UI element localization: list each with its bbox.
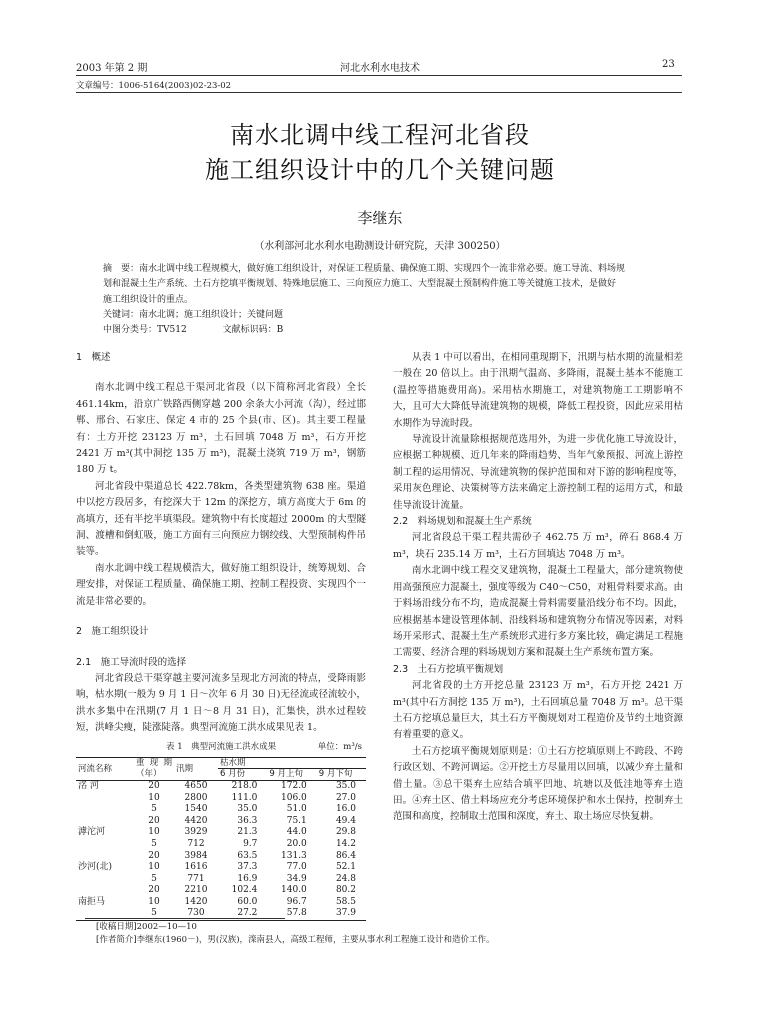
right-column <box>393 350 683 826</box>
table-cell: 5 <box>151 908 157 919</box>
journal-issue: 2003 年第 2 期 <box>76 63 148 74</box>
table-cell <box>76 816 134 828</box>
table-cell <box>76 804 134 816</box>
table-cell: 沙河(北) <box>78 862 113 873</box>
classification: 中图分类号：TV512 文献标识码：B <box>103 325 284 336</box>
footnotes <box>96 921 696 947</box>
table-cell: 57.8 <box>286 908 307 919</box>
table-cell: 36.3 <box>237 815 258 826</box>
th-flood: 汛期 <box>176 763 194 774</box>
table-row <box>76 839 366 851</box>
table-cell: 20.0 <box>286 838 307 849</box>
abstract-line: 施工组织设计的重点。 <box>103 294 194 305</box>
paragraph: 从表 1 中可以看出，在相同重现期下，汛期与枯水期的流量相差一般在 20 倍以上。由于汛期气温高、多降雨，混凝土基本不能施工(温控等措施费用高)。采用枯水期施工，对建筑物施工工期影响不大，且可大大降低导流建筑物的规模，降低工程投资，因此应采用枯水期作为导流时段。 <box>393 352 683 429</box>
table-row <box>76 827 366 839</box>
table-cell: 51.0 <box>286 804 307 815</box>
table-cell: 20 <box>148 815 160 826</box>
header-rule-2 <box>76 92 682 93</box>
table-cell: 9.7 <box>243 838 258 849</box>
table-cell: 10 <box>148 862 160 873</box>
table-cell: 35.0 <box>237 804 258 815</box>
table-row <box>76 780 366 792</box>
table-cell: 712 <box>187 838 205 849</box>
table-cell: 77.0 <box>286 862 307 873</box>
table-cell: 4650 <box>184 780 208 791</box>
table-cell: 34.9 <box>286 873 307 884</box>
table-row <box>76 885 366 897</box>
table-cell: 35.0 <box>335 780 356 791</box>
table-row <box>76 862 366 874</box>
table-cell: 10 <box>148 792 160 803</box>
header-rule <box>76 75 682 76</box>
table-row <box>76 874 366 886</box>
table-cell: 14.2 <box>335 838 356 849</box>
table-cell: 102.4 <box>231 885 258 896</box>
table-cell <box>76 885 134 897</box>
flood-table <box>76 757 366 921</box>
paragraph: 南水北调中线工程规模浩大，做好施工组织设计，统筹规划、合理安排，对保证工程质量、确保施工期、控制工程投资、实现四个一流是非常必要的。 <box>76 562 366 607</box>
table-cell: 2210 <box>184 885 208 896</box>
table-body <box>76 780 366 920</box>
table-row <box>76 793 366 805</box>
table-cell: 5 <box>151 873 157 884</box>
table-cell: 218.0 <box>231 780 258 791</box>
th-period: 重现期（年） <box>136 758 172 779</box>
th-dry: 枯水期 <box>218 757 366 769</box>
table-cell: 10 <box>148 827 160 838</box>
subsection-heading: 2.2 料场规划和混凝土生产系统 <box>393 516 532 528</box>
table-cell: 3984 <box>184 850 208 861</box>
th-sep2: 9 月下旬 <box>318 769 353 780</box>
table-caption: 表 1 典型河流施工洪水成果 <box>166 741 277 752</box>
abstract <box>103 262 663 338</box>
table-cell: 75.1 <box>286 815 307 826</box>
table-cell: 21.3 <box>237 827 258 838</box>
abstract-line: 摘 要：南水北调中线工程规模大，做好施工组织设计，对保证工程质量、确保施工期、实现四个一流非常必要。施工导流、料场规 <box>103 264 626 274</box>
affiliation: （水利部河北水利水电勘测设计研究院，天津 300250） <box>254 241 506 252</box>
table-cell: 80.2 <box>335 885 356 896</box>
section-heading: 2 施工组织设计 <box>76 626 149 638</box>
table-cell <box>76 793 134 805</box>
table-cell: 63.5 <box>237 850 258 861</box>
th-sep1: 9 月上旬 <box>269 769 304 780</box>
table-cell: 106.0 <box>281 792 307 803</box>
footnote-author: [作者简介]李继东(1960－)，男(汉族)，滦南县人，高级工程师，主要从事水利工程施工设计和造价工作。 <box>96 935 495 945</box>
left-column <box>76 350 366 921</box>
table-row <box>76 804 366 816</box>
table-cell: 29.8 <box>335 827 356 838</box>
table-cell: 131.3 <box>281 850 307 861</box>
paragraph: 土石方挖填平衡规划原则是：①土石方挖填原则上不跨段、不跨行政区划、不跨河调运。②开挖土方尽量用以回填，以减少弃土量和借土量。③总干渠弃土应结合填平凹地、坑塘以及低洼地等弃土造田。④弃土区、借土料场应充分考虑环境保护和水土保持，控制弃土范围和高度，控制取土范围和深度，弃土、取土场应尽快复耕。 <box>393 745 683 823</box>
paragraph: 南水北调中线工程交叉建筑物，混凝土工程量大，部分建筑物使用高强预应力混凝土，强度等级为 C40～C50，对粗骨料要求高。由于料场沿线分布不均，造成混凝土骨料需要量沿线分布不均。因此，应根据基本建设管理体制、沿线料场和建筑物分布情况等因素，对料场开采形式、混凝土生产系统形式进行多方案比较，确定满足工程施工需要、经济合理的料场规划方案和混凝土生产系统布置方案。 <box>393 565 683 659</box>
table-cell: 86.4 <box>335 850 356 861</box>
table-cell: 16.9 <box>237 873 258 884</box>
table-cell: 37.3 <box>237 862 258 873</box>
title-line-2: 施工组织设计中的几个关键问题 <box>205 156 555 184</box>
table-cell: 1420 <box>184 896 208 907</box>
footnote-received: [收稿日期]2002—10—10 <box>96 922 197 932</box>
table-cell <box>76 874 134 886</box>
table-cell: 172.0 <box>281 780 307 791</box>
table-cell: 52.1 <box>335 862 356 873</box>
table-cell: 27.2 <box>237 908 258 919</box>
table-row <box>76 851 366 863</box>
title-line-1: 南水北调中线工程河北省段 <box>230 121 530 149</box>
table-cell: 24.8 <box>335 873 356 884</box>
table-cell: 60.0 <box>237 896 258 907</box>
table-cell: 730 <box>187 908 205 919</box>
table-row <box>76 897 366 909</box>
journal-name: 河北水利水电技术 <box>340 63 420 74</box>
table-cell: 37.9 <box>335 908 356 919</box>
table-cell: 5 <box>151 838 157 849</box>
paragraph: 河北省段中渠道总长 422.78km，各类型建筑物 638 座。渠道中以挖方段居多，有挖深大于 12m 的深挖方，填方高度大于 6m 的高填方，还有半挖半填渠段。建筑物中有长度超过 2000m 的大型隧洞、渡槽和倒虹吸，施工方面有三向预应力钢绞线、大型预制构件吊装等。 <box>76 480 366 558</box>
th-river: 河流名称 <box>78 763 113 774</box>
table-cell: 1540 <box>184 804 208 815</box>
table-cell: 20 <box>148 780 160 791</box>
table-cell: 20 <box>148 850 160 861</box>
table-cell: 140.0 <box>281 885 307 896</box>
subsection-heading: 2.3 土石方挖填平衡规划 <box>393 663 504 675</box>
table-cell <box>76 839 134 851</box>
paragraph: 河北省段总干渠穿越主要河流多呈现北方河流的特点，受降雨影响，枯水期(一般为 9 月 1 日～次年 6 月 30 日)无径流或径流较小，洪水多集中在汛期(7 月 1 日～8 月 31 日)，汇集快，洪水过程较短，洪峰尖瘦，陡涨陡落。典型河流施工洪水成果见表 1。 <box>76 672 366 734</box>
table-caption-row <box>76 739 366 755</box>
table-cell: 滹沱河 <box>78 827 106 838</box>
author: 李继东 <box>357 209 403 227</box>
table-cell: 1616 <box>184 862 208 873</box>
table-cell: 10 <box>148 896 160 907</box>
table-cell: 111.0 <box>231 792 258 803</box>
table-cell: 27.0 <box>335 792 356 803</box>
table-cell: 771 <box>187 873 205 884</box>
table-cell: 5 <box>151 804 157 815</box>
table-cell: 20 <box>148 885 160 896</box>
abstract-line: 划和混凝土生产系统、土石方挖填平衡规划、特殊地层施工、三向预应力施工、大型混凝土预制构件施工等关键施工技术，是做好 <box>103 279 617 290</box>
table-cell <box>76 851 134 863</box>
table-row <box>76 816 366 828</box>
page-number: 23 <box>662 59 675 70</box>
keywords: 关键词：南水北调；施工组织设计；关键问题 <box>103 309 284 320</box>
paragraph: 南水北调中线工程总干渠河北省段（以下简称河北省段）全长 461.14km，沿京广铁路西侧穿越 200 余条大小河流（沟），经过邯郸、邢台、石家庄、保定 4 市的 25 个县(市、区)。其主要工程量有：土方开挖 23123 万 m³，土石回填 7048 万 m³，石方开挖 2421 万 m³(其中洞挖 135 万 m³)，混凝土浇筑 719 万 m³，钢筋 180 万 t。 <box>76 382 366 476</box>
table-cell: 49.4 <box>335 815 356 826</box>
footnote-rule <box>85 918 285 919</box>
th-jun: 6 月份 <box>220 769 246 780</box>
paragraph: 河北省段的土方开挖总量 23123 万 m³，石方开挖 2421 万 m³(其中石方洞挖 135 万 m³)，土石回填总量 7048 万 m³。总干渠土石方挖填总量巨大，其土石方平衡规划对工程造价及节约土地资源有着重要的意义。 <box>393 680 683 741</box>
table-cell: 3929 <box>184 827 208 838</box>
table-cell: 2800 <box>184 792 208 803</box>
table-cell: 南拒马 <box>78 896 106 907</box>
section-heading: 1 概述 <box>76 352 111 363</box>
subsection-heading: 2.1 施工导流时段的选择 <box>76 656 187 668</box>
table-cell: 44.0 <box>286 827 307 838</box>
table-cell: 洺 河 <box>78 780 99 791</box>
table-unit: 单位：m³/s <box>317 741 362 752</box>
table-cell: 4420 <box>184 815 208 826</box>
article-number: 文章编号：1006-5164(2003)02-23-02 <box>76 81 232 91</box>
table-cell: 96.7 <box>286 896 307 907</box>
table-cell: 16.0 <box>335 804 356 815</box>
table-cell: 58.5 <box>335 896 356 907</box>
paragraph: 导流设计流量除根据规范选用外，为进一步优化施工导流设计，应根据工种规模、近几年来的降雨趋势、当年气象预报、河流上游控制工程的运用情况、导流建筑物的保护范围和对下游的影响程度等，采用灰色理论、决策树等方法来确定上游控制工程的运用方式，和最佳导流设计流量。 <box>393 434 683 511</box>
paragraph: 河北省段总干渠工程共需砂子 462.75 万 m³，碎石 868.4 万 m³，块石 235.14 万 m³，土石方回填达 7048 万 m³。 <box>393 532 683 560</box>
